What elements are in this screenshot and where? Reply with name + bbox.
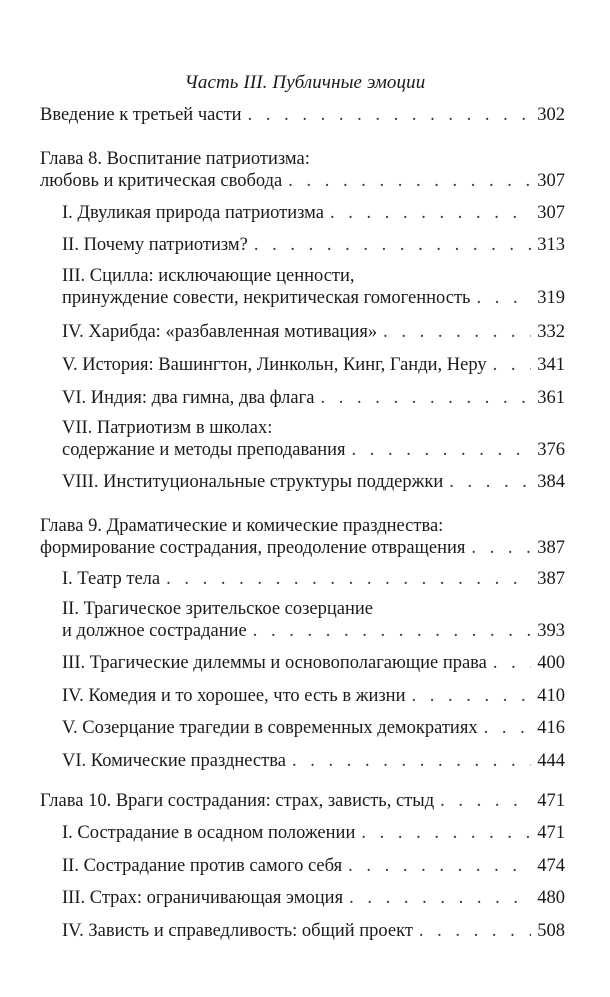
page-number: 361 — [537, 388, 565, 408]
toc-entry-title-line: Глава 10. Враги сострадания: страх, зависть, стыд — [40, 791, 435, 811]
page-number: 444 — [537, 751, 565, 771]
toc-entry-title-line: III. Трагические дилеммы и основополагающие права — [62, 653, 487, 673]
dot-leader — [324, 202, 531, 224]
page-number: 387 — [537, 538, 565, 558]
dot-leader — [160, 568, 531, 590]
toc-subentry — [62, 321, 565, 343]
page-number: 480 — [537, 888, 565, 908]
dot-leader — [248, 234, 531, 256]
dot-leader — [247, 620, 532, 642]
page-number: 376 — [537, 440, 565, 460]
toc-entry — [40, 104, 565, 126]
toc-entry-title-line: принуждение совести, некритическая гомогенность — [62, 288, 471, 308]
toc-entry-title-line: III. Сцилла: исключающие ценности, — [62, 266, 355, 286]
page-number: 508 — [537, 921, 565, 941]
toc-subentry — [62, 387, 565, 409]
page-number: 307 — [537, 171, 565, 191]
toc-subentry — [62, 417, 565, 461]
toc-subentry — [62, 920, 565, 942]
toc-entry-title-line: II. Почему патриотизм? — [62, 235, 248, 255]
toc-entry-title-line: III. Страх: ограничивающая эмоция — [62, 888, 344, 908]
dot-leader — [434, 790, 531, 812]
page-number: 307 — [537, 203, 565, 223]
page-number: 416 — [537, 718, 565, 738]
dot-leader — [314, 387, 531, 409]
toc-subentry — [62, 822, 565, 844]
toc-entry-title-line: I. Сострадание в осадном положении — [62, 823, 356, 843]
toc-entry-title-line: VI. Комические празднества — [62, 751, 286, 771]
toc-subentry — [62, 568, 565, 590]
dot-leader — [343, 887, 531, 909]
dot-leader — [413, 920, 531, 942]
dot-leader — [346, 439, 532, 461]
toc-entry-title-line: I. Двуликая природа патриотизма — [62, 203, 324, 223]
toc-entry-title-line: Глава 8. Воспитание патриотизма: — [40, 149, 310, 169]
page-number: 400 — [537, 653, 565, 673]
toc-subentry — [62, 234, 565, 256]
page-number: 319 — [537, 288, 565, 308]
dot-leader — [470, 287, 531, 309]
page-number: 474 — [537, 856, 565, 876]
dot-leader — [478, 717, 532, 739]
page-number: 410 — [537, 686, 565, 706]
toc-subentry — [62, 717, 565, 739]
dot-leader — [487, 354, 532, 376]
dot-leader — [405, 685, 531, 707]
page-number: 471 — [537, 791, 565, 811]
page-number: 387 — [537, 569, 565, 589]
toc-subentry — [62, 652, 565, 674]
toc-entry-title-line: I. Театр тела — [62, 569, 161, 589]
toc-entry-title-line: VIII. Институциональные структуры поддержки — [62, 472, 444, 492]
toc-entry-title-line: формирование сострадания, преодоление отвращения — [40, 538, 466, 558]
toc-subentry — [62, 685, 565, 707]
toc-entry-title-line: Введение к третьей части — [40, 105, 242, 125]
toc-entry — [40, 515, 565, 559]
toc-entry-title-line: IV. Зависть и справедливость: общий проект — [62, 921, 413, 941]
toc-entry-title-line: Глава 9. Драматические и комические празднества: — [40, 516, 444, 536]
dot-leader — [487, 652, 531, 674]
dot-leader — [282, 170, 531, 192]
toc-entry-title-line: и должное сострадание — [62, 621, 247, 641]
toc-subentry — [62, 750, 565, 772]
toc-entry-title-line: содержание и методы преподавания — [62, 440, 346, 460]
page-number: 302 — [537, 105, 565, 125]
dot-leader — [443, 471, 531, 493]
toc-subentry — [62, 855, 565, 877]
toc-subentry — [62, 598, 565, 642]
page-number: 393 — [537, 621, 565, 641]
toc-entry-title-line: IV. Комедия и то хорошее, что есть в жизни — [62, 686, 406, 706]
toc-entry-title-line: VII. Патриотизм в школах: — [62, 418, 273, 438]
toc-entry-title-line: II. Сострадание против самого себя — [62, 856, 343, 876]
toc-entry — [40, 790, 565, 812]
toc-entry — [40, 148, 565, 192]
dot-leader — [355, 822, 531, 844]
part-title: Часть III. Публичные эмоции — [184, 72, 426, 93]
page-number: 341 — [537, 355, 565, 375]
toc-subentry — [62, 471, 565, 493]
dot-leader — [465, 537, 531, 559]
toc-entry-title-line: V. Созерцание трагедии в современных демократиях — [62, 718, 478, 738]
page-number: 471 — [537, 823, 565, 843]
dot-leader — [377, 321, 531, 343]
toc-entry-title-line: II. Трагическое зрительское созерцание — [62, 599, 374, 619]
dot-leader — [242, 104, 532, 126]
toc-entry-title-line: любовь и критическая свобода — [40, 171, 283, 191]
dot-leader — [286, 750, 531, 772]
toc-subentry — [62, 354, 565, 376]
toc-subentry — [62, 887, 565, 909]
toc-entry-title-line: V. История: Вашингтон, Линкольн, Кинг, Ганди, Неру — [62, 355, 487, 375]
toc-subentry — [62, 202, 565, 224]
page-number: 384 — [537, 472, 565, 492]
page-number: 332 — [537, 322, 565, 342]
dot-leader — [342, 855, 531, 877]
page-number: 313 — [537, 235, 565, 255]
toc-entry-title-line: VI. Индия: два гимна, два флага — [62, 388, 315, 408]
toc-entry-title-line: IV. Харибда: «разбавленная мотивация» — [62, 322, 378, 342]
toc-subentry — [62, 265, 565, 309]
